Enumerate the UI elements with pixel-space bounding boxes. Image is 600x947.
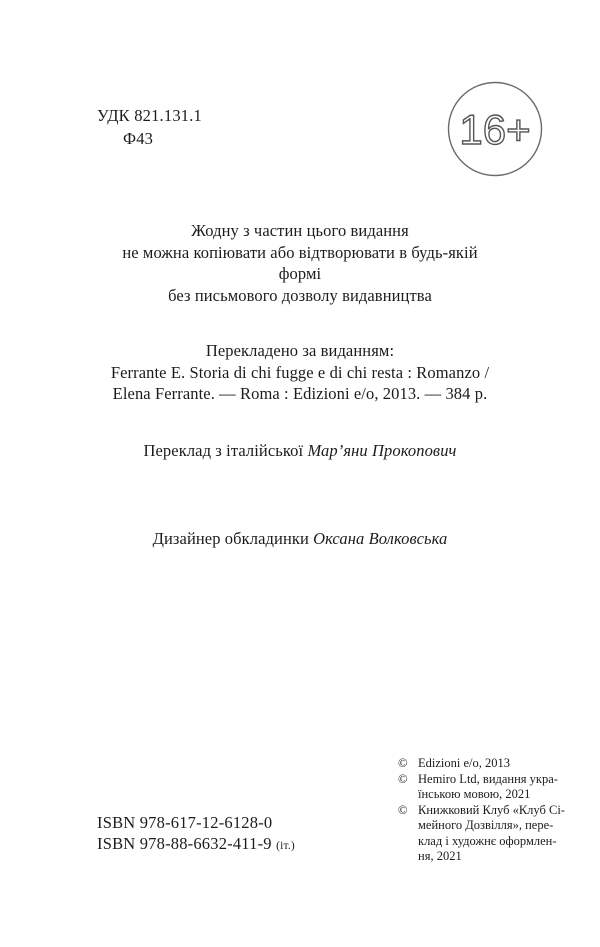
- copyright-notices: [398, 756, 568, 865]
- copy-restriction-notice: [100, 220, 500, 306]
- designer-name: Оксана Волковська: [313, 529, 448, 548]
- copyright-line: їнською мовою, 2021: [418, 787, 531, 801]
- source-edition: [100, 340, 500, 405]
- isbn-italian-tag: (іт.): [276, 840, 295, 852]
- source-line: Elena Ferrante. — Roma : Edizioni e/o, 2013. — 384 p.: [112, 384, 488, 403]
- isbn-italian: [97, 833, 295, 857]
- copyright-symbol: ©: [398, 756, 408, 770]
- notice-line: не можна копіювати або відтворювати в будь-якій формі: [122, 242, 478, 283]
- copyright-line: Hemiro Ltd, видання укра-: [418, 771, 558, 786]
- udk-classification: [97, 104, 202, 150]
- udk-code: УДК 821.131.1: [97, 106, 202, 125]
- notice-line: без письмового дозволу видавництва: [168, 285, 432, 305]
- isbn-ukrainian: ISBN 978-617-12-6128-0: [97, 813, 273, 832]
- translator-credit: [100, 440, 500, 462]
- notice-line: Жодну з частин цього видання: [191, 221, 409, 240]
- age-rating-label: 16+: [459, 106, 531, 153]
- age-rating-circle-icon: [446, 80, 544, 178]
- translator-name: Мар’яни Прокопович: [307, 441, 457, 460]
- copyright-symbol: ©: [398, 802, 408, 817]
- age-rating-badge: [446, 80, 544, 178]
- copyright-symbol: ©: [398, 771, 408, 786]
- translator-prefix: Переклад з італійської: [143, 441, 308, 460]
- source-heading: Перекладено за виданням:: [205, 341, 395, 360]
- copyright-line: мейного Дозвілля», пере-: [418, 818, 554, 832]
- cover-designer-credit: [100, 528, 500, 550]
- copyright-entry: [398, 772, 568, 803]
- copyright-line: Edizioni e/o, 2013: [418, 756, 510, 770]
- designer-prefix: Дизайнер обкладинки: [152, 529, 314, 548]
- isbn-italian-number: ISBN 978-88-6632-411-9: [97, 834, 272, 853]
- copyright-line: ня, 2021: [418, 849, 462, 863]
- author-sign-code: Ф43: [123, 129, 154, 148]
- source-line: Ferrante E. Storia di chi fugge e di chi resta : Romanzo /: [110, 362, 490, 382]
- copyright-line: клад і художнє оформлен-: [418, 833, 557, 848]
- copyright-line: Книжковий Клуб «Клуб Сі-: [418, 802, 565, 817]
- copyright-entry: [398, 756, 568, 772]
- isbn-block: [97, 812, 295, 857]
- copyright-entry: [398, 803, 568, 865]
